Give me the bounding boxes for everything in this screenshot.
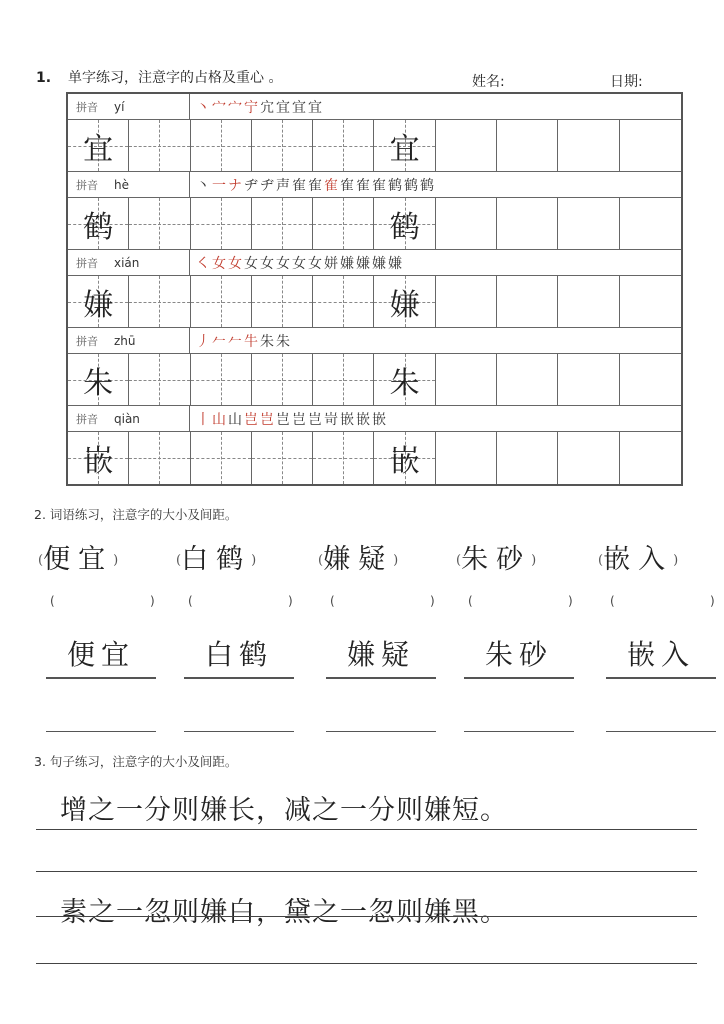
traced-word[interactable]: 便宜 xyxy=(46,637,156,679)
stroke-step: 岂 xyxy=(292,411,308,428)
writing-row xyxy=(68,432,681,484)
writing-cell[interactable] xyxy=(129,120,190,171)
character-group xyxy=(68,406,681,484)
writing-cell[interactable] xyxy=(374,432,435,484)
word: 嫌疑 xyxy=(323,544,394,575)
sentence-2: 素之一忽则嫌白，黛之一忽则嫌黑。 xyxy=(60,897,508,928)
writing-cell[interactable] xyxy=(558,432,619,484)
stroke-step: 宜 xyxy=(292,99,308,116)
writing-cell[interactable] xyxy=(497,198,558,249)
writing-cell[interactable] xyxy=(558,120,619,171)
stroke-step: 鹤 xyxy=(388,177,404,194)
writing-cell[interactable] xyxy=(497,120,558,171)
stroke-step: 女 xyxy=(244,255,260,272)
pinyin-blank-open: ( xyxy=(610,594,615,608)
traced-word[interactable]: 嵌入 xyxy=(606,637,716,679)
stroke-step: 丿 xyxy=(196,333,212,350)
stroke-step: 嵌 xyxy=(340,411,356,428)
writing-cell[interactable] xyxy=(252,198,313,249)
writing-row xyxy=(68,120,681,172)
model-character: 嵌 xyxy=(83,444,114,479)
stroke-step: 丶 xyxy=(196,99,212,116)
pinyin-row xyxy=(68,94,681,120)
stroke-step: 岂 xyxy=(260,411,276,428)
section2-title: 2. 词语练习，注意字的大小及间距。 xyxy=(34,507,238,522)
sentence-1: 增之一分则嫌长，减之一分则嫌短。 xyxy=(60,795,508,826)
empty-writing-line[interactable] xyxy=(464,730,574,732)
stroke-step: 牛 xyxy=(244,333,260,350)
writing-row xyxy=(68,276,681,328)
word: 便宜 xyxy=(43,544,114,575)
section1-title: 单字练习，注意字的占格及重心 。 xyxy=(68,70,283,86)
writing-cell[interactable] xyxy=(191,198,252,249)
pinyin-label-cell xyxy=(68,250,190,275)
stroke-step: 姘 xyxy=(324,255,340,272)
stroke-step: 女 xyxy=(292,255,308,272)
pinyin-blank-close: ) xyxy=(150,594,155,608)
writing-cell[interactable] xyxy=(436,276,497,327)
character-group xyxy=(68,172,681,250)
pinyin-blank-open: ( xyxy=(50,594,55,608)
writing-cell[interactable] xyxy=(252,354,313,405)
traced-word[interactable]: 白鹤 xyxy=(184,637,294,679)
stroke-step: 宜 xyxy=(276,99,292,116)
word: 白鹤 xyxy=(181,544,252,575)
writing-cell[interactable] xyxy=(313,432,374,484)
pinyin-label-cell xyxy=(68,328,190,353)
stroke-step: ナ xyxy=(228,177,244,194)
writing-cell[interactable] xyxy=(620,276,681,327)
pinyin-label: 拼音 xyxy=(76,256,98,270)
empty-writing-line[interactable] xyxy=(326,730,436,732)
stroke-step: 声 xyxy=(276,177,292,194)
stroke-step: 岂 xyxy=(308,411,324,428)
stroke-step: 嫌 xyxy=(356,255,372,272)
stroke-step: ㇛ xyxy=(196,255,212,272)
writing-row xyxy=(68,198,681,250)
pinyin-label-cell xyxy=(68,172,190,197)
word-with-paren: (白鹤) xyxy=(176,544,257,575)
pinyin-row xyxy=(68,328,681,354)
pinyin-label-cell xyxy=(68,406,190,431)
stroke-step: 𠂉 xyxy=(228,333,244,350)
stroke-step: 隺 xyxy=(324,177,340,194)
pinyin-label: 拼音 xyxy=(76,334,98,348)
stroke-step: 嵌 xyxy=(356,411,372,428)
section3-title: 3. 句子练习，注意字的大小及间距。 xyxy=(34,754,238,769)
pinyin-label-cell xyxy=(68,94,190,119)
writing-cell[interactable] xyxy=(436,120,497,171)
word-with-paren: (嫌疑) xyxy=(318,544,399,575)
stroke-order-sequence xyxy=(190,172,681,197)
character-practice-grid xyxy=(66,92,683,486)
writing-cell[interactable] xyxy=(129,432,190,484)
stroke-step: 鹤 xyxy=(404,177,420,194)
stroke-step: 朱 xyxy=(276,333,292,350)
writing-cell[interactable] xyxy=(620,120,681,171)
stroke-step: 嵌 xyxy=(372,411,388,428)
pinyin-blank-open: ( xyxy=(330,594,335,608)
pinyin-value: xián xyxy=(114,255,140,270)
empty-writing-line[interactable] xyxy=(184,730,294,732)
empty-writing-line[interactable] xyxy=(46,730,156,732)
pinyin-blank-close: ) xyxy=(568,594,573,608)
stroke-step: 嫌 xyxy=(372,255,388,272)
model-character: 嫌 xyxy=(83,287,114,323)
word-with-paren: (朱砂) xyxy=(456,544,537,575)
writing-cell[interactable] xyxy=(497,276,558,327)
stroke-order-sequence xyxy=(190,250,681,275)
pinyin-blank-close: ) xyxy=(710,594,715,608)
pinyin-row xyxy=(68,406,681,432)
writing-cell[interactable] xyxy=(620,354,681,405)
writing-cell[interactable] xyxy=(374,198,435,249)
pinyin-label: 拼音 xyxy=(76,412,98,426)
stroke-step: 女 xyxy=(308,255,324,272)
writing-cell[interactable] xyxy=(252,120,313,171)
writing-cell[interactable] xyxy=(252,276,313,327)
pinyin-row xyxy=(68,250,681,276)
writing-cell[interactable] xyxy=(129,354,190,405)
stroke-step: 宂 xyxy=(260,99,276,116)
writing-cell[interactable] xyxy=(313,276,374,327)
name-label: 姓名: xyxy=(472,74,505,90)
pinyin-label: 拼音 xyxy=(76,178,98,192)
writing-cell[interactable] xyxy=(558,198,619,249)
writing-cell[interactable] xyxy=(191,432,252,484)
traced-word[interactable]: 朱砂 xyxy=(464,637,574,679)
model-character: 宜 xyxy=(389,131,420,167)
writing-cell[interactable] xyxy=(374,120,435,171)
writing-cell[interactable] xyxy=(191,276,252,327)
stroke-step: 山 xyxy=(228,411,244,428)
writing-cell[interactable] xyxy=(374,276,435,327)
writing-cell[interactable] xyxy=(68,120,129,171)
word-with-paren: (嵌入) xyxy=(598,544,679,575)
stroke-step: 宁 xyxy=(244,99,260,116)
stroke-step: 鹤 xyxy=(420,177,436,194)
empty-writing-line[interactable] xyxy=(606,730,716,732)
writing-cell[interactable] xyxy=(129,198,190,249)
stroke-step: 岂 xyxy=(276,411,292,428)
stroke-step: 宀 xyxy=(228,99,244,116)
stroke-step: ヂ xyxy=(260,177,276,194)
model-character: 朱 xyxy=(389,365,420,401)
word: 嵌入 xyxy=(603,544,674,575)
stroke-step: 女 xyxy=(212,255,228,272)
stroke-step: 隺 xyxy=(356,177,372,194)
writing-cell[interactable] xyxy=(68,198,129,249)
stroke-step: 嫌 xyxy=(340,255,356,272)
writing-cell[interactable] xyxy=(313,354,374,405)
writing-cell[interactable] xyxy=(436,198,497,249)
pinyin-value: qiàn xyxy=(114,411,140,426)
writing-cell[interactable] xyxy=(68,354,129,405)
word: 朱砂 xyxy=(461,544,532,575)
model-character: 朱 xyxy=(83,365,114,401)
character-group xyxy=(68,94,681,172)
writing-cell[interactable] xyxy=(620,198,681,249)
writing-line[interactable] xyxy=(36,916,697,917)
stroke-step: 一 xyxy=(212,177,228,194)
writing-cell[interactable] xyxy=(436,354,497,405)
word-with-paren: (便宜) xyxy=(38,544,119,575)
writing-cell[interactable] xyxy=(191,120,252,171)
stroke-step: 宀 xyxy=(212,99,228,116)
stroke-order-sequence xyxy=(190,328,681,353)
stroke-step: 女 xyxy=(276,255,292,272)
stroke-step: 隺 xyxy=(372,177,388,194)
writing-cell[interactable] xyxy=(374,354,435,405)
model-character: 鹤 xyxy=(389,209,420,245)
stroke-order-sequence xyxy=(190,94,681,119)
pinyin-blank-close: ) xyxy=(430,594,435,608)
traced-word[interactable]: 嫌疑 xyxy=(326,637,436,679)
section1-number: 1. xyxy=(36,70,52,86)
character-group xyxy=(68,250,681,328)
pinyin-value: zhū xyxy=(114,333,136,348)
pinyin-blank-open: ( xyxy=(188,594,193,608)
stroke-step: 丨 xyxy=(196,411,212,428)
writing-cell[interactable] xyxy=(129,276,190,327)
model-character: 嵌 xyxy=(389,444,420,479)
writing-line[interactable] xyxy=(36,829,697,830)
writing-line[interactable] xyxy=(36,963,697,964)
writing-cell[interactable] xyxy=(558,276,619,327)
writing-cell[interactable] xyxy=(313,120,374,171)
pinyin-value: yí xyxy=(114,99,125,114)
writing-cell[interactable] xyxy=(252,432,313,484)
pinyin-row xyxy=(68,172,681,198)
stroke-step: 岢 xyxy=(324,411,340,428)
date-label: 日期: xyxy=(610,74,643,90)
stroke-step: 女 xyxy=(260,255,276,272)
model-character: 宜 xyxy=(83,131,114,167)
stroke-step: 山 xyxy=(212,411,228,428)
model-character: 鹤 xyxy=(83,209,114,245)
stroke-step: 隺 xyxy=(308,177,324,194)
stroke-step: 嫌 xyxy=(388,255,404,272)
stroke-step: 岂 xyxy=(244,411,260,428)
writing-cell[interactable] xyxy=(191,354,252,405)
writing-cell[interactable] xyxy=(558,354,619,405)
writing-cell[interactable] xyxy=(497,354,558,405)
pinyin-blank-close: ) xyxy=(288,594,293,608)
stroke-step: 宜 xyxy=(308,99,324,116)
stroke-step: 隺 xyxy=(292,177,308,194)
writing-row xyxy=(68,354,681,406)
stroke-step: 丶 xyxy=(196,177,212,194)
stroke-step: 女 xyxy=(228,255,244,272)
stroke-order-sequence xyxy=(190,406,681,431)
pinyin-value: hè xyxy=(114,177,129,192)
writing-cell[interactable] xyxy=(68,276,129,327)
model-character: 嫌 xyxy=(389,287,420,323)
writing-cell[interactable] xyxy=(68,432,129,484)
character-group xyxy=(68,328,681,406)
pinyin-label: 拼音 xyxy=(76,100,98,114)
stroke-step: 隺 xyxy=(340,177,356,194)
section1-heading xyxy=(36,67,282,87)
writing-cell[interactable] xyxy=(620,432,681,484)
stroke-step: 朱 xyxy=(260,333,276,350)
pinyin-blank-open: ( xyxy=(468,594,473,608)
writing-cell[interactable] xyxy=(497,432,558,484)
writing-cell[interactable] xyxy=(313,198,374,249)
stroke-step: 𠂉 xyxy=(212,333,228,350)
writing-cell[interactable] xyxy=(436,432,497,484)
stroke-step: ヂ xyxy=(244,177,260,194)
writing-line[interactable] xyxy=(36,871,697,872)
